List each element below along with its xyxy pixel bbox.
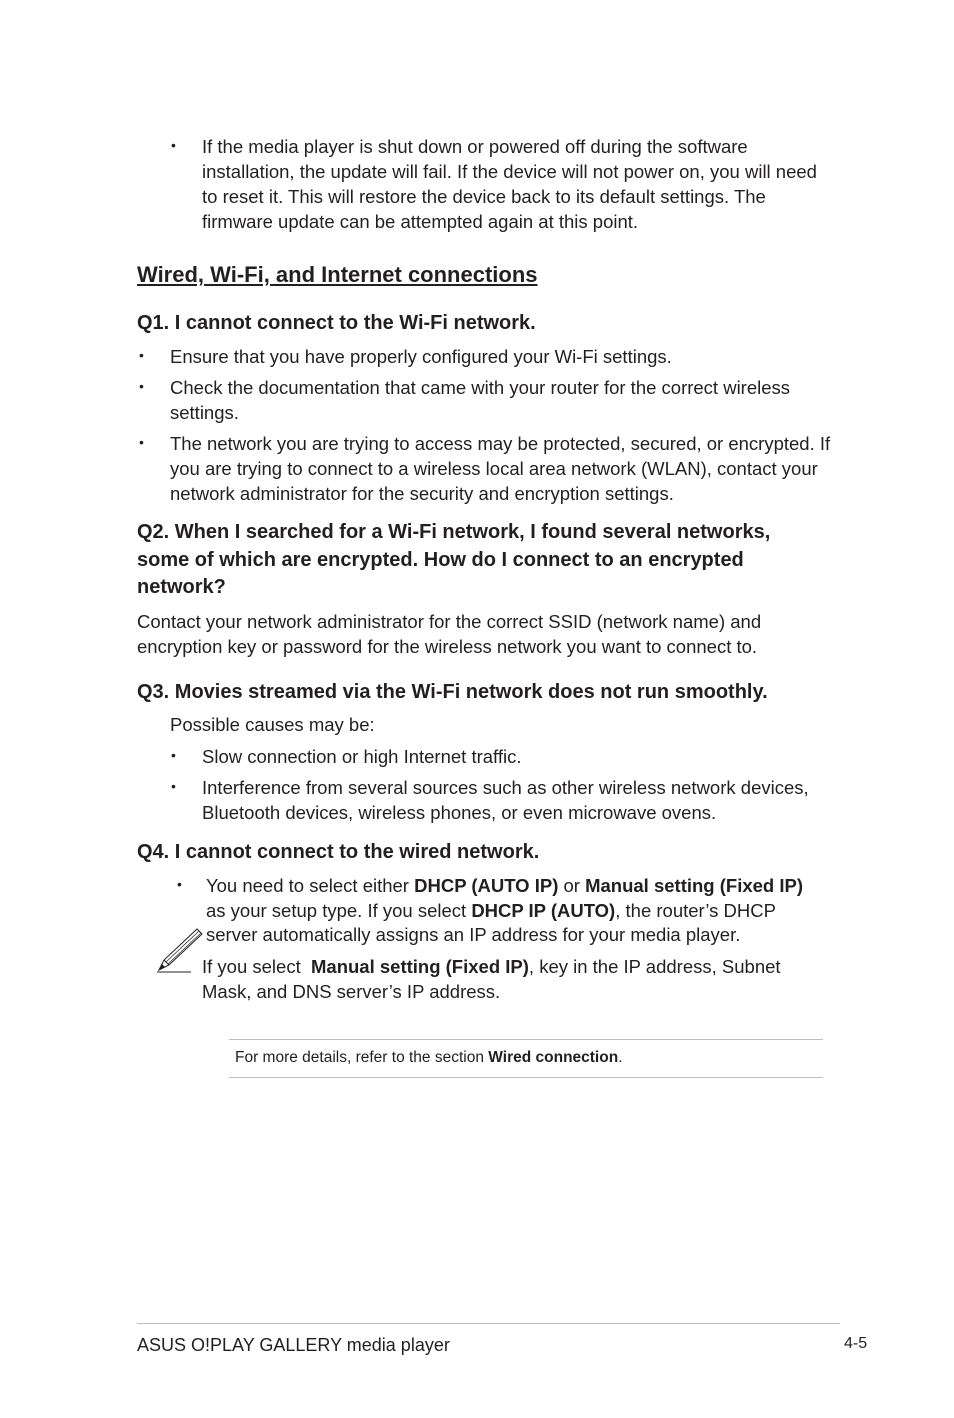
q4-bullet-2-line-2: Mask, and DNS server’s IP address. [202, 981, 501, 1002]
q1-bullet-2: Check the documentation that came with your router for the correct wireless settings. [170, 377, 791, 423]
q1-bullet-3: The network you are trying to access may be protected, secured, or encrypted. If you are trying to connect to a wireless local area network (WLAN), contact your network administrator for the security and encryption settings. [170, 433, 831, 504]
q3-bullet-2: Interference from several sources such as other wireless network devices, Bluetooth devices, wireless phones, or even microwave ovens. [202, 777, 809, 823]
pencil-note-icon [155, 926, 205, 974]
bullet-marker: • [171, 747, 176, 763]
q4-bullet-2-line-1: If you select Manual setting (Fixed IP), key in the IP address, Subnet [202, 956, 781, 977]
q2-title: Q2. When I searched for a Wi-Fi network, I found several networks, some of which are encrypted. How do I connect to an encrypted network? [137, 521, 771, 598]
q3-bullet-1: Slow connection or high Internet traffic. [202, 746, 522, 767]
note-top-rule [229, 1039, 823, 1040]
bullet-marker: • [139, 347, 144, 363]
q2-answer: Contact your network administrator for the correct SSID (network name) and encryption key or password for the wireless network you want to connect to. [137, 611, 762, 657]
q1-bullet-1: Ensure that you have properly configured your Wi-Fi settings. [170, 346, 672, 367]
bullet-marker: • [139, 378, 144, 394]
footer-title: ASUS O!PLAY GALLERY media player [137, 1335, 450, 1355]
q4-bullet-1-line-3: server automatically assigns an IP address for your media player. [206, 924, 741, 945]
bullet-marker: • [177, 876, 182, 892]
q1-title: Q1. I cannot connect to the Wi-Fi network. [137, 312, 536, 334]
page-number: 4-5 [844, 1335, 868, 1352]
bullet-marker: • [139, 434, 144, 450]
q4-title: Q4. I cannot connect to the wired network. [137, 841, 540, 863]
q4-bullet-1-line-1: You need to select either DHCP (AUTO IP) or Manual setting (Fixed IP) [206, 875, 804, 896]
bullet-marker: • [171, 778, 176, 794]
bullet-marker: • [171, 137, 176, 153]
q3-title: Q3. Movies streamed via the Wi-Fi network does not run smoothly. [137, 681, 768, 703]
section-heading: Wired, Wi-Fi, and Internet connections [137, 262, 538, 287]
q3-intro: Possible causes may be: [170, 714, 375, 735]
intro-bullet-text: If the media player is shut down or powered off during the software installation, the update will fail. If the device will not power on, you will need to reset it. This will restore the device back to its default settings. The firmware update can be attempted again at this point. [202, 136, 817, 232]
note-bottom-rule [229, 1077, 823, 1078]
footer-rule [137, 1323, 840, 1324]
q4-bullet-1-line-2: as your setup type. If you select DHCP IP (AUTO), the router’s DHCP [206, 900, 776, 921]
note-text: For more details, refer to the section Wired connection. [235, 1049, 623, 1066]
